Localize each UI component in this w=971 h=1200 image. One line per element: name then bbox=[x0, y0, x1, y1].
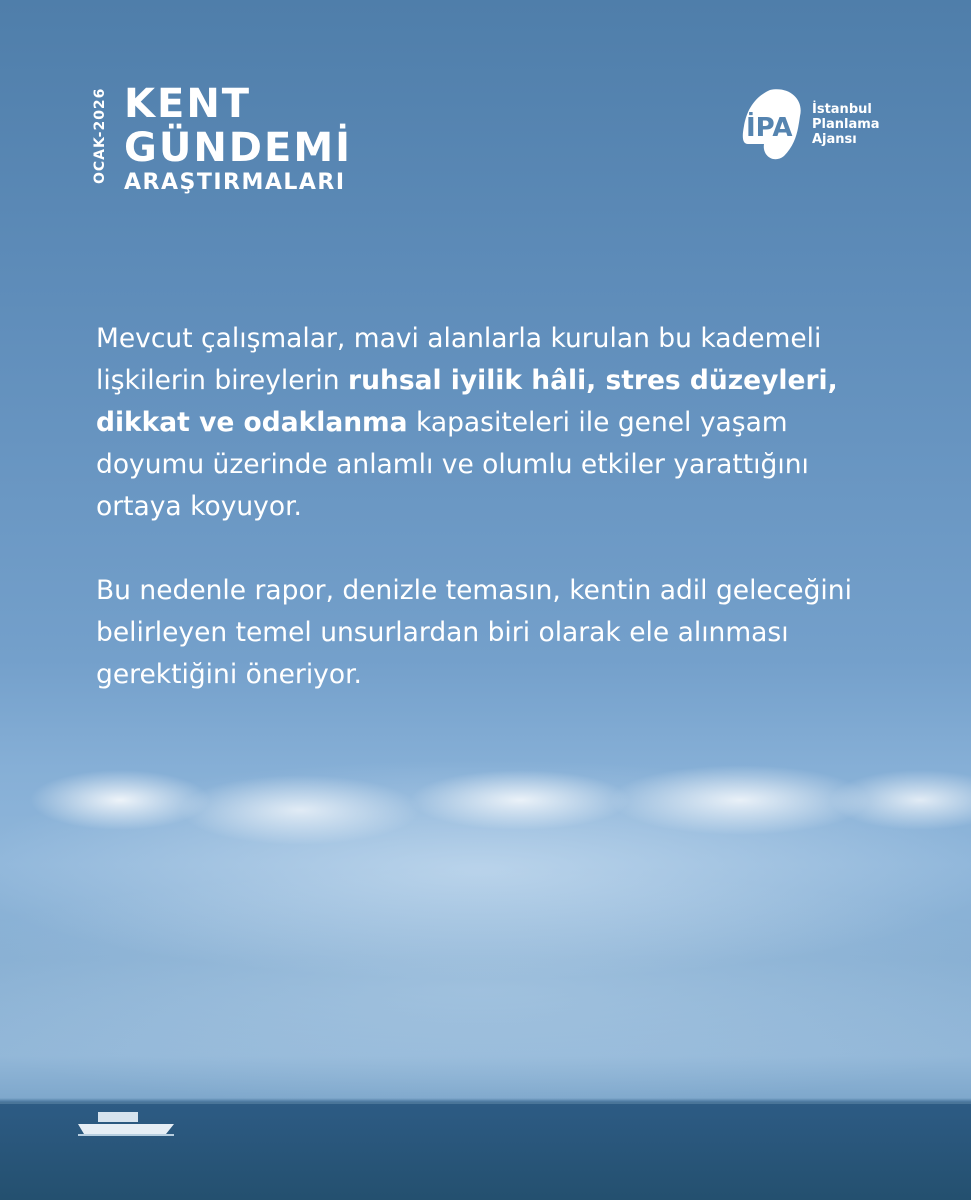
paragraph-1: Mevcut çalışmalar, mavi alanlarla kurulan bu kademeli lişkilerin bireylerin ruhsal iyilik hâli, stres düzeyleri, dikkat ve odaklanma kapasiteleri ile genel yaşam doyumu üzerinde anlamlı ve olumlu etkiler yarattığını ortaya koyuyor. bbox=[96, 323, 838, 522]
ipa-logo bbox=[740, 86, 880, 162]
title-line-1: KENT bbox=[124, 81, 252, 127]
logo-line-2: Planlama bbox=[812, 116, 880, 132]
title-line-3: ARAŞTIRMALARI bbox=[124, 170, 346, 195]
series-title bbox=[124, 81, 353, 195]
ipa-logo-mark bbox=[740, 86, 806, 162]
logo-line-1: İstanbul bbox=[812, 101, 872, 117]
date-label: OCAK-2026 bbox=[92, 87, 108, 184]
logo-line-3: Ajansı bbox=[812, 131, 857, 147]
horizon bbox=[0, 1102, 971, 1104]
paragraph-2: Bu nedenle rapor, denizle temasın, kentin adil geleceğini belirleyen temel unsurlardan biri olarak ele alınması gerektiğini öneriyor. bbox=[96, 575, 852, 690]
boat-icon bbox=[78, 1108, 174, 1136]
highlight: ruhsal iyilik hâli, stres düzeyleri, dikkat ve odaklanma bbox=[96, 365, 838, 438]
clouds bbox=[0, 760, 971, 1100]
title-line-2: GÜNDEMİ bbox=[124, 125, 353, 171]
body-text bbox=[96, 318, 896, 738]
svg-text:İPA: İPA bbox=[746, 113, 793, 143]
